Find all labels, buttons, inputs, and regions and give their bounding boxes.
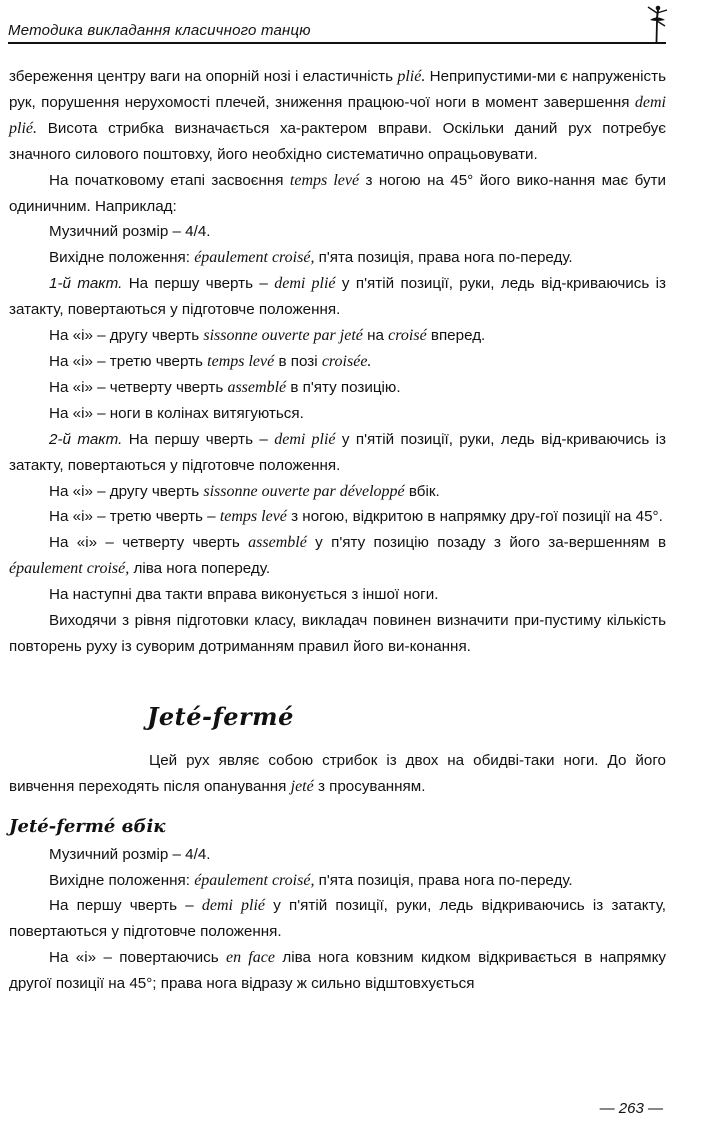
- ballet-term: demi plié: [274, 430, 336, 448]
- running-header: [8, 20, 668, 46]
- paragraph: На наступні два такти вправа виконується з іншої ноги.: [49, 586, 439, 604]
- ballet-term: temps levé: [207, 352, 275, 370]
- paragraph: Вихідне положення: épaulement croisé, п'ята позиція, права нога по-переду.: [49, 871, 573, 889]
- ballet-term: croisé: [388, 327, 427, 345]
- running-header-title: Методика викладання класичного танцю: [8, 22, 311, 39]
- paragraph: 1-й такт. На першу чверть – demi plié у п'ятій позиції, руки, ледь від-криваючись із затакту, повертаються у підготовче положення.: [9, 275, 667, 319]
- paragraph: На «і» – другу чверть sissonne ouverte par jeté на croisé вперед.: [49, 327, 486, 345]
- ballet-term: croisée.: [321, 352, 372, 370]
- ballet-term: temps levé: [219, 508, 287, 526]
- ballet-term: en face: [226, 949, 275, 967]
- paragraph: На «і» – четверту чверть assemblé в п'яту позицію.: [49, 378, 401, 396]
- ballet-term: demi plié: [274, 275, 336, 293]
- paragraph: На початковому етапі засвоєння temps levé з ногою на 45° його вико-нання має бути одиничним. Наприклад:: [9, 171, 667, 215]
- paragraph: Музичний розмір – 4/4.: [49, 223, 211, 241]
- ballet-term: assemblé: [227, 378, 287, 396]
- bar-label: 1-й такт.: [49, 275, 123, 293]
- paragraph: Вихідне положення: épaulement croisé, п'ята позиція, права нога по-переду.: [49, 249, 573, 267]
- paragraph: На «і» – повертаючись en face ліва нога ковзним кидком відкривається в напрямку другої позиції на 45°; права нога відразу ж сильно відштовхується: [9, 949, 666, 993]
- paragraph: 2-й такт. На першу чверть – demi plié у п'ятій позиції, руки, ледь від-криваючись із затакту, повертаються у підготовче положення.: [9, 430, 667, 474]
- paragraph: На першу чверть – demi plié у п'ятій позиції, руки, ледь відкриваючись із затакту, повертаються у підготовче положення.: [9, 897, 667, 941]
- ballet-term: épaulement croisé,: [9, 560, 130, 578]
- bar-label: 2-й такт.: [49, 430, 123, 448]
- ballet-term: assemblé: [248, 534, 307, 552]
- page-number: — 263 —: [599, 1100, 663, 1117]
- ballet-term: demi plié: [201, 897, 265, 915]
- body-text: [9, 64, 666, 997]
- ballet-term: plié.: [397, 68, 426, 85]
- paragraph: Виходячи з рівня підготовки класу, викладач повинен визначити при-пустиму кількість повторень руху із суворим дотриманням правил його ви-конання.: [9, 612, 666, 655]
- paragraph: На «і» – ноги в колінах витягуються.: [49, 404, 304, 422]
- paragraph: На «і» – третю чверть temps levé в позі croisée.: [49, 352, 372, 370]
- ballet-term: jeté: [290, 777, 314, 795]
- paragraph: збереження центру ваги на опорній нозі і еластичність plié. Неприпустими-ми є напруженість рук, порушення нерухомості плечей, зниження працюю-чої ноги в момент завершення demi plié. Висота стрибка визначається ха-рактером вправи. Оскільки даний рух потребує значного силового поштовху, його необхідно систематично опрацьовувати.: [9, 68, 667, 163]
- paragraph: На «і» – третю чверть – temps levé з ногою, відкритою в напрямку дру-гої позиції на 45°.: [49, 508, 663, 526]
- subsection-heading: Jeté-fermé вбік: [9, 815, 166, 837]
- ballet-term: épaulement croisé,: [194, 871, 315, 889]
- ballet-term: temps levé: [289, 171, 360, 189]
- ballet-term: demi plié.: [9, 93, 666, 137]
- paragraph: Музичний розмір – 4/4.: [49, 845, 211, 863]
- header-rule: [8, 42, 666, 44]
- paragraph: На «і» – другу чверть sissonne ouverte par développé вбік.: [49, 482, 440, 500]
- ballet-term: sissonne ouverte par développé: [203, 482, 405, 500]
- ballerina-silhouette-icon: [644, 4, 670, 44]
- paragraph: На «і» – четверту чверть assemblé у п'яту позицію позаду з його за-вершенням в épaulement croisé, ліва нога попереду.: [9, 534, 667, 578]
- section-intro: Цей рух являє собою стрибок із двох на обидві-таки ноги. До його вивчення переходять після опанування jeté з просуванням.: [9, 751, 666, 795]
- ballet-term: épaulement croisé,: [194, 249, 315, 267]
- section-heading: Jeté-fermé: [147, 701, 294, 731]
- ballet-term: sissonne ouverte par jeté: [203, 327, 363, 345]
